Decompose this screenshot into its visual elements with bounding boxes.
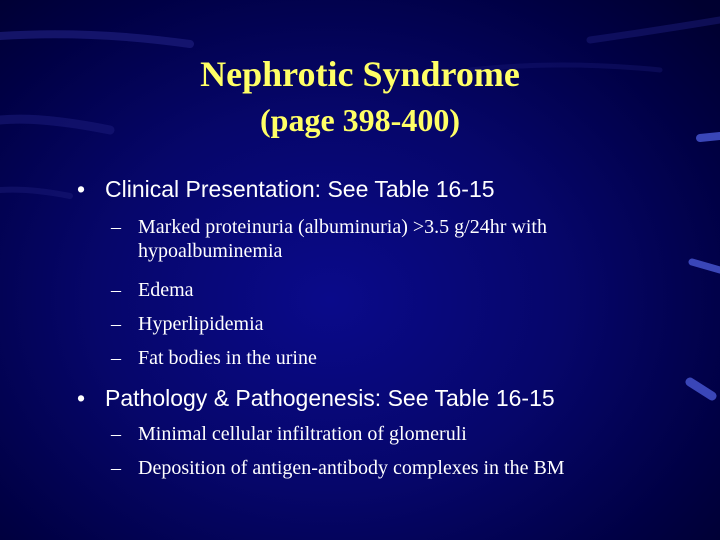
sub-bullet-fat-bodies (111, 346, 317, 370)
sub-bullet-proteinuria (111, 215, 547, 263)
sub-bullet-marker: – (111, 313, 121, 335)
sub-bullet-marker: – (111, 347, 121, 369)
sub-bullet-line: Deposition of antigen-antibody complexes in the BM (138, 457, 565, 479)
bullet-marker: • (77, 385, 86, 411)
sub-bullet-edema (111, 278, 194, 302)
sub-bullet-line: Marked proteinuria (albuminuria) >3.5 g/24hr with (138, 216, 547, 238)
slide-title: Nephrotic Syndrome (200, 54, 520, 94)
bullet-text: Pathology & Pathogenesis: See Table 16-15 (105, 385, 555, 411)
sub-bullet-antigen-antibody (111, 456, 565, 480)
bullet-text: Clinical Presentation: See Table 16-15 (105, 176, 495, 202)
sub-bullet-marker: – (111, 279, 121, 301)
bullet-clinical-presentation (77, 175, 495, 203)
sub-bullet-marker: – (111, 423, 121, 445)
bullet-marker: • (77, 176, 86, 202)
slide-subtitle: (page 398-400) (260, 102, 460, 138)
sub-bullet-hyperlipidemia (111, 312, 264, 336)
sub-bullet-marker: – (111, 457, 121, 479)
bullet-pathology (77, 384, 555, 412)
sub-bullet-line: hypoalbuminemia (138, 240, 283, 262)
sub-bullet-line: Hyperlipidemia (138, 313, 264, 335)
sub-bullet-line: Minimal cellular infiltration of glomeruli (138, 423, 467, 445)
sub-bullet-line: Fat bodies in the urine (138, 347, 317, 369)
sub-bullet-marker: – (111, 216, 121, 238)
sub-bullet-cellular-infiltration (111, 422, 467, 446)
sub-bullet-line: Edema (138, 279, 194, 301)
